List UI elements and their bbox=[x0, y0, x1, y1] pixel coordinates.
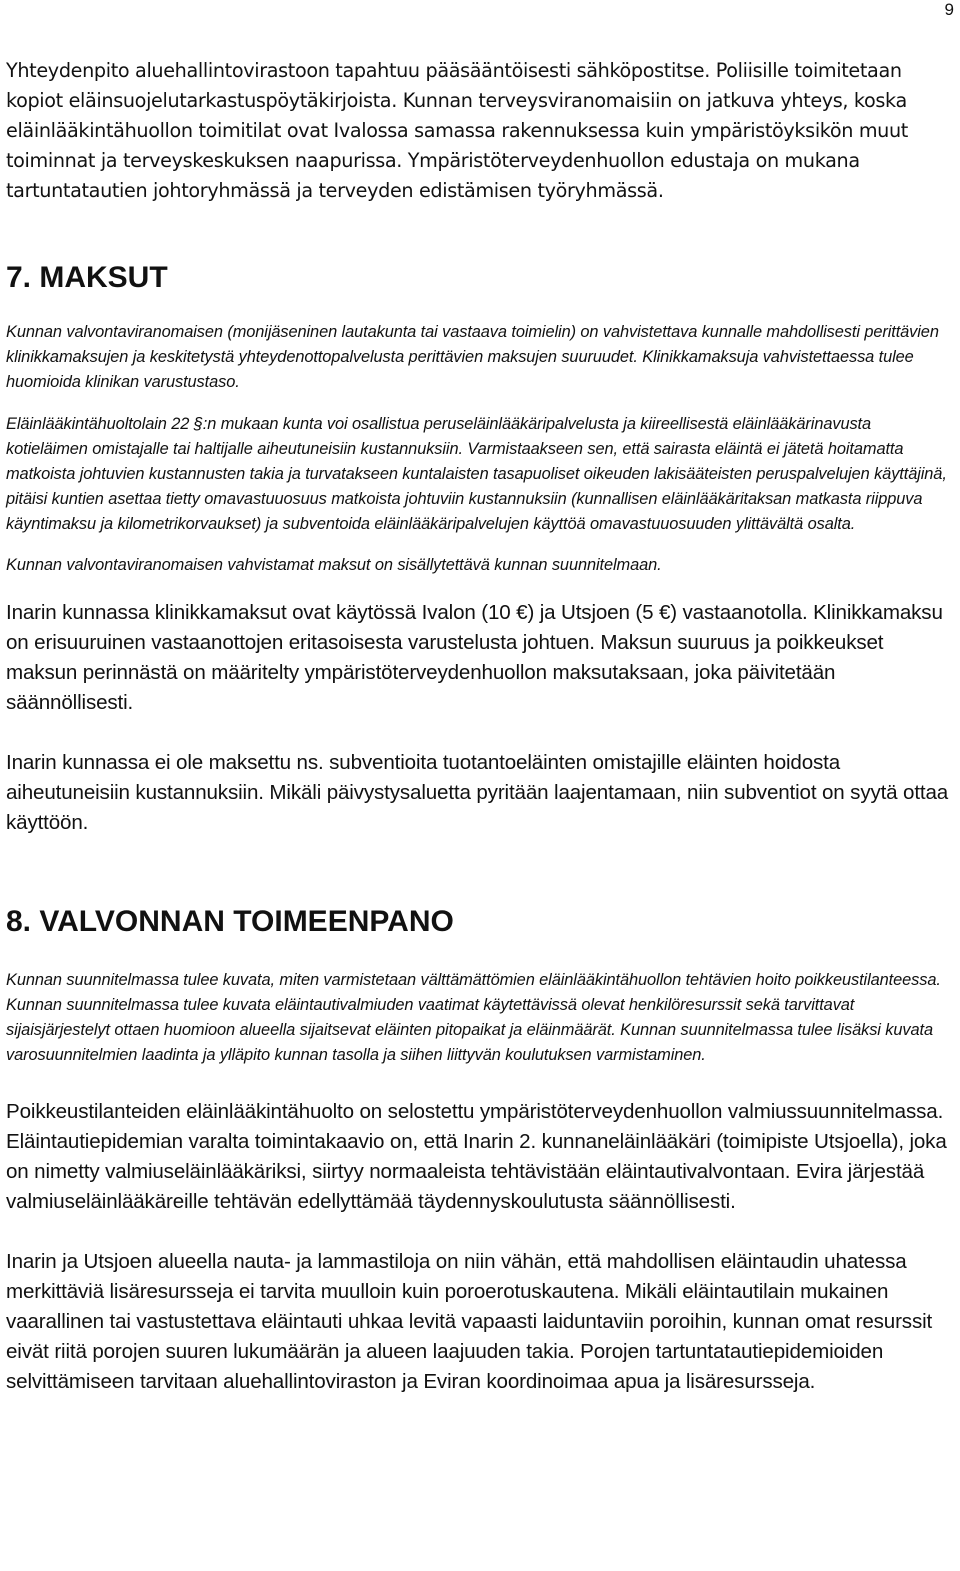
intro-paragraph: Yhteydenpito aluehallintovirastoon tapahtuu pääsääntöisesti sähköpostitse. Poliisille toimitetaan kopiot eläinsuojelutarkastuspöytäkirjoista. Kunnan terveysviranomaisiin on jatkuva yhteys, koska eläinlääkintähuollon toimitilat ovat Ivalossa samassa rakennuksessa kuin ympäristöyksikön muut toiminnat ja terveyskeskuksen naapurissa. Ympäristöterveydenhuollon edustaja on mukana tartuntatautien johtoryhmässä ja terveyden edistämisen työryhmässä. bbox=[6, 59, 908, 202]
guidance-paragraph: Eläinlääkintähuoltolain 22 §:n mukaan kunta voi osallistua peruseläinlääkäripalvelusta ja kiireellisestä eläinlääkärinavusta kotieläimen omistajalle tai haltijalle aiheutuneisiin kustannuksiin. Varmistaakseen sen, että sairasta eläintä ei jätetä hoitamatta matkoista johtuvien kustannusten takia ja turvatakseen kuntalaisten tasapuoliset oikeuden lakisääteisten peruspalvelujen käyttäjinä, pitäisi kuntien asettaa tietty omavastuuosuus matkoista johtuviin kustannuksiin (kunnallisen eläinlääkäritaksan matkasta riippuva käyntimaksu ja kilometrikorvaukset) ja subventoida eläinlääkäripalvelujen käyttöä omavastuuosuuden ylittävältä osalta. bbox=[6, 415, 947, 533]
body-paragraph: Inarin kunnassa klinikkamaksut ovat käytössä Ivalon (10 €) ja Utsjoen (5 €) vastaanotolla. Klinikkamaksu on erisuuruinen vastaanottojen eritasoisesta varustelusta johtuen. Maksun suuruus ja poikkeukset maksun perinnästä on määritelty ympäristöterveydenhuollon maksutaksaan, joka päivitetään säännöllisesti. bbox=[6, 601, 943, 715]
guidance-paragraph: Kunnan valvontaviranomaisen (monijäseninen lautakunta tai vastaava toimielin) on vahvistettava kunnalle mahdollisesti perittävien klinikkamaksujen ja keskitetystä yhteydenottopalvelusta perittävien maksujen suuruudet. Klinikkamaksuja vahvistettaessa tulee huomioida klinikan varustustaso. bbox=[6, 323, 939, 391]
body-paragraph: Poikkeustilanteiden eläinlääkintähuolto on selostettu ympäristöterveydenhuollon valmiussuunnitelmassa. Eläintautiepidemian varalta toimintakaavio on, että Inarin 2. kunnaneläinlääkäri (toimipiste Utsjoella), joka on nimetty valmiuseläinlääkäriksi, siirtyy normaaleista tehtävistään eläintautivalvontaan. Evira järjestää valmiuseläinlääkäreille tehtävän edellyttämää täydennyskoulutusta säännöllisesti. bbox=[6, 1100, 947, 1214]
body-paragraph: Inarin kunnassa ei ole maksettu ns. subventioita tuotantoeläinten omistajille eläinten hoidosta aiheutuneisiin kustannuksiin. Mikäli päivystysaluetta pyritään laajentamaan, niin subventiot on syytä ottaa käyttöön. bbox=[6, 751, 949, 835]
section-heading-valvonnan-toimeenpano: 8. VALVONNAN TOIMEENPANO bbox=[6, 905, 454, 939]
guidance-paragraph: Kunnan suunnitelmassa tulee kuvata, miten varmistetaan välttämättömien eläinlääkintähuollon tehtävien hoito poikkeustilanteessa. Kunnan suunnitelmassa tulee kuvata eläintautivalmiuden vaatimat käytettävissä olevat henkilöresurssit sekä tarvittavat sijaisjärjestelyt ottaen huomioon alueella sijaitsevat eläinten pitopaikat ja eläinmäärät. Kunnan suunnitelmassa tulee lisäksi kuvata varosuunnitelmien laadinta ja ylläpito kunnan tasolla ja siihen liittyvän koulutuksen varmistaminen. bbox=[6, 971, 941, 1064]
body-paragraph: Inarin ja Utsjoen alueella nauta- ja lammastiloja on niin vähän, että mahdollisen eläintaudin uhatessa merkittäviä lisäresursseja ei tarvita muulloin kuin poroerotuskautena. Mikäli eläintautilain mukainen vaarallinen tai vastustettava eläintauti uhkaa levitä vapaasti laiduntaviin poroihin, kunnan omat resurssit eivät riitä porojen suuren lukumäärän ja alueen laajuuden takia. Porojen tartuntatautiepidemioiden selvittämiseen tarvitaan aluehallintoviraston ja Eviran koordinoimaa apua ja lisäresursseja. bbox=[6, 1250, 933, 1394]
page-number: 9 bbox=[944, 0, 954, 19]
section-heading-maksut: 7. MAKSUT bbox=[6, 261, 168, 294]
document-body bbox=[6, 56, 956, 1397]
guidance-paragraph: Kunnan valvontaviranomaisen vahvistamat maksut on sisällytettävä kunnan suunnitelmaan. bbox=[6, 556, 662, 575]
